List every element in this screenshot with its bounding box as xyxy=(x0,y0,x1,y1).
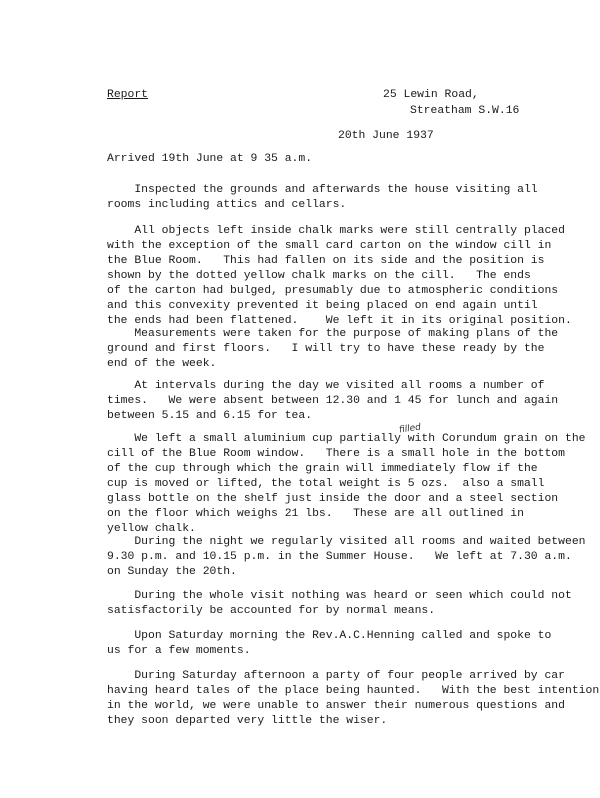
paragraph-5 xyxy=(107,432,586,537)
paragraph-6 xyxy=(107,535,586,580)
paragraph-line: During Saturday afternoon a party of four people arrived by car xyxy=(107,670,565,682)
handwritten-annotation: filled xyxy=(398,422,422,436)
paragraph-line: Upon Saturday morning the Rev.A.C.Henning called and spoke to xyxy=(107,630,552,642)
paragraph-line: We left a small aluminium cup partially with Corundum grain on the xyxy=(107,433,586,445)
paragraph-line: yellow chalk. xyxy=(107,523,196,535)
paragraph-line: ground and first floors. I will try to have these ready by the xyxy=(107,343,545,355)
paragraph-line: All objects left inside chalk marks were still centrally placed xyxy=(107,225,565,237)
paragraph-line: Measurements were taken for the purpose of making plans of the xyxy=(107,328,559,340)
paragraph-line: Inspected the grounds and afterwards the house visiting all xyxy=(107,184,538,196)
paragraph-3 xyxy=(107,327,577,372)
paragraph-line: rooms including attics and cellars. xyxy=(107,199,347,211)
paragraph-line: 9.30 p.m. and 10.15 p.m. in the Summer House. We left at 7.30 a.m. xyxy=(107,551,572,563)
report-heading: Report xyxy=(107,89,149,101)
paragraph-7 xyxy=(107,589,577,619)
paragraph-line: on Sunday the 20th. xyxy=(107,566,237,578)
paragraph-line: the ends had been flattened. We left it in its original position. xyxy=(107,315,572,327)
paragraph-line: During the night we regularly visited all rooms and waited between xyxy=(107,536,586,548)
paragraph-4 xyxy=(107,379,577,424)
paragraph-2 xyxy=(107,224,577,329)
paragraph-line: cup is moved or lifted, the total weight is 5 ozs. also a small xyxy=(107,478,545,490)
paragraph-line: of the carton had bulged, presumably due to atmospheric conditions xyxy=(107,285,559,297)
paragraph-line: us for a few moments. xyxy=(107,645,251,657)
paragraph-line: During the whole visit nothing was heard or seen which could not xyxy=(107,590,572,602)
paragraph-9 xyxy=(107,669,600,729)
paragraph-line: in the world, we were unable to answer their numerous questions and xyxy=(107,700,565,712)
paragraph-line: having heard tales of the place being haunted. With the best intention xyxy=(107,685,600,697)
paragraph-line: the Blue Room. This had fallen on its side and the position is xyxy=(107,255,545,267)
paragraph-line: cill of the Blue Room window. There is a small hole in the bottom xyxy=(107,448,565,460)
paragraph-line: of the cup through which the grain will immediately flow if the xyxy=(107,463,538,475)
paragraph-line: glass bottle on the shelf just inside the door and a steel section xyxy=(107,493,559,505)
paragraph-line: on the floor which weighs 21 lbs. These are all outlined in xyxy=(107,508,524,520)
arrival-line: Arrived 19th June at 9 35 a.m. xyxy=(107,153,313,165)
paragraph-line: between 5.15 and 6.15 for tea. xyxy=(107,410,313,422)
paragraph-line: satisfactorily be accounted for by normal means. xyxy=(107,605,436,617)
address-line-1: 25 Lewin Road, xyxy=(383,89,479,101)
paragraph-line: they soon departed very little the wiser. xyxy=(107,715,388,727)
paragraph-line: end of the week. xyxy=(107,358,217,370)
paragraph-8 xyxy=(107,629,577,659)
paragraph-line: At intervals during the day we visited all rooms a number of xyxy=(107,380,545,392)
paragraph-line: times. We were absent between 12.30 and 1 45 for lunch and again xyxy=(107,395,559,407)
paragraph-line: shown by the dotted yellow chalk marks on the cill. The ends xyxy=(107,270,531,282)
paragraph-line: with the exception of the small card carton on the window cill in xyxy=(107,240,552,252)
paragraph-1 xyxy=(107,183,577,213)
report-date: 20th June 1937 xyxy=(338,130,434,142)
paragraph-line: and this convexity prevented it being placed on end again until xyxy=(107,300,538,312)
address-line-2: Streatham S.W.16 xyxy=(410,105,520,117)
